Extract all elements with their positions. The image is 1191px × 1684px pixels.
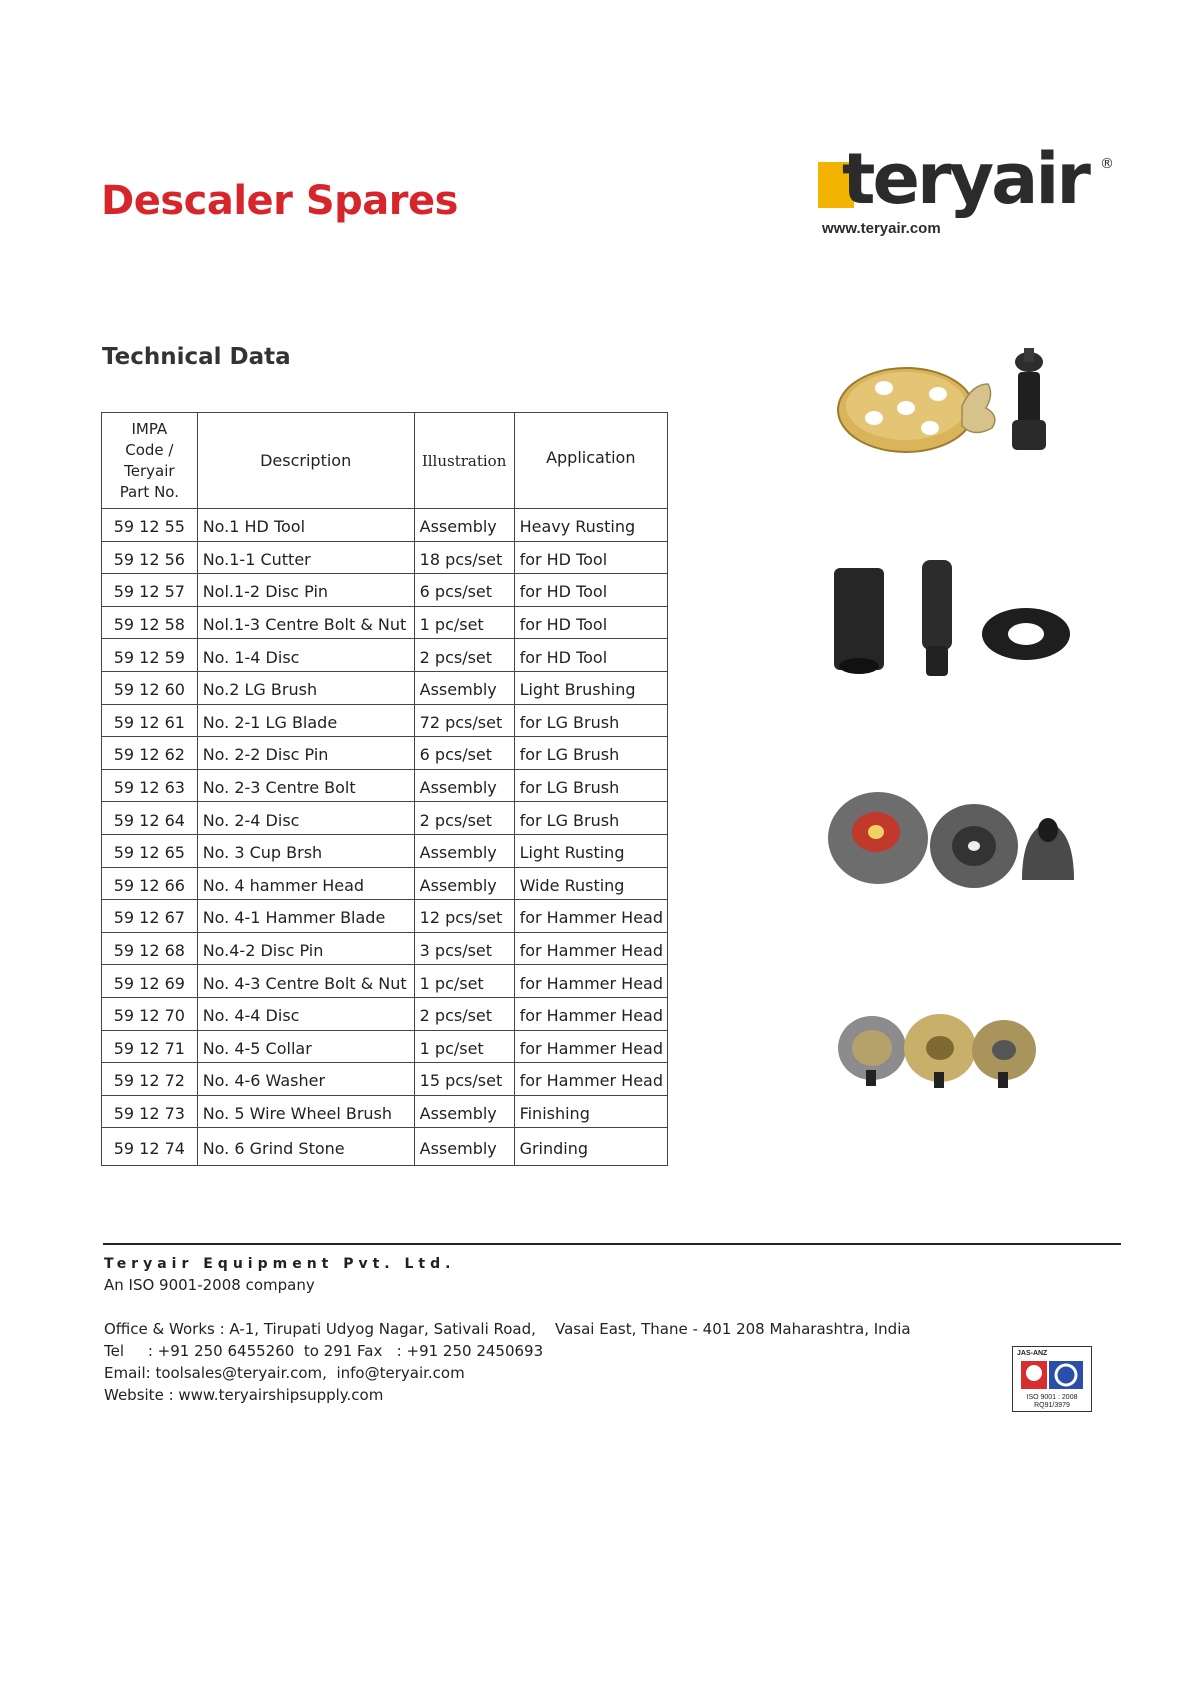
cell-illustration: Assembly bbox=[414, 867, 514, 900]
table-row bbox=[102, 997, 668, 1030]
cell-description: No. 2-1 LG Blade bbox=[197, 704, 414, 737]
cert-accreditation: JAS-ANZ bbox=[1017, 1350, 1048, 1357]
hammer-heads-photo bbox=[834, 1004, 1044, 1092]
table-row bbox=[102, 867, 668, 900]
table-row bbox=[102, 932, 668, 965]
cell-description: No. 5 Wire Wheel Brush bbox=[197, 1095, 414, 1128]
cell-application: Heavy Rusting bbox=[514, 509, 667, 542]
iso-certification-badge bbox=[1012, 1346, 1092, 1412]
hd-tool-parts-photo bbox=[826, 348, 1076, 460]
table-row bbox=[102, 639, 668, 672]
phone-fax: Tel : +91 250 6455260 to 291 Fax : +91 250 2450693 bbox=[104, 1342, 544, 1360]
cell-illustration: 72 pcs/set bbox=[414, 704, 514, 737]
table-row bbox=[102, 1063, 668, 1096]
cell-description: Nol.1-2 Disc Pin bbox=[197, 574, 414, 607]
table-row bbox=[102, 1030, 668, 1063]
cell-application: for Hammer Head bbox=[514, 900, 667, 933]
cell-description: No. 4-6 Washer bbox=[197, 1063, 414, 1096]
code-header-line: IMPA bbox=[131, 419, 168, 438]
cell-code: 59 12 55 bbox=[102, 509, 198, 542]
table-row bbox=[102, 900, 668, 933]
cell-code: 59 12 62 bbox=[102, 737, 198, 770]
cell-application: for HD Tool bbox=[514, 606, 667, 639]
cell-illustration: 1 pc/set bbox=[414, 965, 514, 998]
cell-description: No. 4 hammer Head bbox=[197, 867, 414, 900]
office-address: Office & Works : A-1, Tirupati Udyog Nagar, Sativali Road, Vasai East, Thane - 401 208 Maharashtra, India bbox=[104, 1320, 911, 1338]
cell-illustration: 18 pcs/set bbox=[414, 541, 514, 574]
cell-illustration: Assembly bbox=[414, 769, 514, 802]
cell-illustration: 2 pcs/set bbox=[414, 802, 514, 835]
cell-application: for LG Brush bbox=[514, 737, 667, 770]
cell-code: 59 12 69 bbox=[102, 965, 198, 998]
cell-application: for Hammer Head bbox=[514, 965, 667, 998]
cell-illustration: Assembly bbox=[414, 671, 514, 704]
cell-application: for Hammer Head bbox=[514, 1063, 667, 1096]
cell-application: Finishing bbox=[514, 1095, 667, 1128]
cert-number: RQ91/3979 bbox=[1034, 1402, 1070, 1409]
table-row bbox=[102, 965, 668, 998]
cell-illustration: 15 pcs/set bbox=[414, 1063, 514, 1096]
section-title: Technical Data bbox=[102, 344, 291, 370]
cell-description: No. 1-4 Disc bbox=[197, 639, 414, 672]
cell-illustration: Assembly bbox=[414, 1128, 514, 1166]
table-row bbox=[102, 541, 668, 574]
table-row bbox=[102, 574, 668, 607]
cell-description: No. 2-2 Disc Pin bbox=[197, 737, 414, 770]
cell-description: No. 2-4 Disc bbox=[197, 802, 414, 835]
iso-statement: An ISO 9001-2008 company bbox=[104, 1276, 315, 1294]
cell-illustration: 1 pc/set bbox=[414, 606, 514, 639]
cell-illustration: Assembly bbox=[414, 1095, 514, 1128]
cell-code: 59 12 58 bbox=[102, 606, 198, 639]
table-row bbox=[102, 737, 668, 770]
cell-description: No. 3 Cup Brsh bbox=[197, 834, 414, 867]
cell-application: for LG Brush bbox=[514, 704, 667, 737]
cell-application: for LG Brush bbox=[514, 769, 667, 802]
code-header-line: Code / bbox=[125, 440, 174, 459]
cell-illustration: 3 pcs/set bbox=[414, 932, 514, 965]
company-name: Teryair Equipment Pvt. Ltd. bbox=[104, 1256, 456, 1272]
cell-code: 59 12 70 bbox=[102, 997, 198, 1030]
cell-code: 59 12 60 bbox=[102, 671, 198, 704]
cell-application: for HD Tool bbox=[514, 574, 667, 607]
cell-illustration: 1 pc/set bbox=[414, 1030, 514, 1063]
cell-description: No.1-1 Cutter bbox=[197, 541, 414, 574]
cell-application: Light Brushing bbox=[514, 671, 667, 704]
page-title: Descaler Spares bbox=[101, 178, 458, 224]
cell-code: 59 12 65 bbox=[102, 834, 198, 867]
cell-application: for HD Tool bbox=[514, 639, 667, 672]
cell-description: No. 4-3 Centre Bolt & Nut bbox=[197, 965, 414, 998]
footer-divider bbox=[103, 1243, 1121, 1245]
column-header-illustration: Illustration bbox=[414, 413, 514, 509]
cert-standard: ISO 9001 : 2008 bbox=[1026, 1394, 1078, 1401]
cell-application: for LG Brush bbox=[514, 802, 667, 835]
cell-description: No. 4-5 Collar bbox=[197, 1030, 414, 1063]
column-header-description: Description bbox=[197, 413, 414, 509]
cell-illustration: 6 pcs/set bbox=[414, 574, 514, 607]
logo-website: www.teryair.com bbox=[822, 220, 941, 237]
cell-code: 59 12 61 bbox=[102, 704, 198, 737]
column-header-code bbox=[102, 413, 198, 509]
table-row bbox=[102, 509, 668, 542]
logo-wordmark: teryair bbox=[842, 138, 1088, 220]
column-header-application: Application bbox=[514, 413, 667, 509]
table-row bbox=[102, 1128, 668, 1166]
table-row bbox=[102, 606, 668, 639]
cell-description: Nol.1-3 Centre Bolt & Nut bbox=[197, 606, 414, 639]
cell-application: Grinding bbox=[514, 1128, 667, 1166]
brand-logo bbox=[818, 138, 1118, 250]
cell-description: No.1 HD Tool bbox=[197, 509, 414, 542]
centre-bolt-parts-photo bbox=[826, 554, 1076, 684]
cell-application: for Hammer Head bbox=[514, 997, 667, 1030]
cell-code: 59 12 56 bbox=[102, 541, 198, 574]
cell-illustration: 12 pcs/set bbox=[414, 900, 514, 933]
spec-table bbox=[101, 412, 668, 1166]
code-header-line: Part No. bbox=[119, 482, 179, 501]
email-line: Email: toolsales@teryair.com, info@teryair.com bbox=[104, 1364, 465, 1382]
code-header-line: Teryair bbox=[124, 461, 175, 480]
table-row bbox=[102, 1095, 668, 1128]
cell-application: for HD Tool bbox=[514, 541, 667, 574]
cell-application: for Hammer Head bbox=[514, 1030, 667, 1063]
cell-code: 59 12 66 bbox=[102, 867, 198, 900]
cell-illustration: Assembly bbox=[414, 834, 514, 867]
table-row bbox=[102, 834, 668, 867]
cell-application: Wide Rusting bbox=[514, 867, 667, 900]
table-header-row bbox=[102, 413, 668, 509]
cell-illustration: Assembly bbox=[414, 509, 514, 542]
cell-description: No. 4-4 Disc bbox=[197, 997, 414, 1030]
cell-code: 59 12 64 bbox=[102, 802, 198, 835]
cell-description: No.2 LG Brush bbox=[197, 671, 414, 704]
table-row bbox=[102, 704, 668, 737]
cell-description: No. 4-1 Hammer Blade bbox=[197, 900, 414, 933]
cell-code: 59 12 63 bbox=[102, 769, 198, 802]
brushes-photo bbox=[822, 786, 1080, 892]
cell-description: No. 2-3 Centre Bolt bbox=[197, 769, 414, 802]
cell-code: 59 12 74 bbox=[102, 1128, 198, 1166]
cell-code: 59 12 73 bbox=[102, 1095, 198, 1128]
cell-code: 59 12 72 bbox=[102, 1063, 198, 1096]
cell-code: 59 12 67 bbox=[102, 900, 198, 933]
cell-illustration: 2 pcs/set bbox=[414, 997, 514, 1030]
cell-code: 59 12 59 bbox=[102, 639, 198, 672]
cell-description: No. 6 Grind Stone bbox=[197, 1128, 414, 1166]
cell-application: Light Rusting bbox=[514, 834, 667, 867]
certification-logo-icon bbox=[1019, 1357, 1085, 1393]
table-row bbox=[102, 802, 668, 835]
cell-application: for Hammer Head bbox=[514, 932, 667, 965]
cell-code: 59 12 68 bbox=[102, 932, 198, 965]
cell-illustration: 6 pcs/set bbox=[414, 737, 514, 770]
cell-illustration: 2 pcs/set bbox=[414, 639, 514, 672]
table-row bbox=[102, 769, 668, 802]
table-body bbox=[102, 509, 668, 1166]
table-row bbox=[102, 671, 668, 704]
registered-mark: ® bbox=[1100, 156, 1114, 172]
cell-description: No.4-2 Disc Pin bbox=[197, 932, 414, 965]
cell-code: 59 12 57 bbox=[102, 574, 198, 607]
cell-code: 59 12 71 bbox=[102, 1030, 198, 1063]
website-line: Website : www.teryairshipsupply.com bbox=[104, 1386, 384, 1404]
